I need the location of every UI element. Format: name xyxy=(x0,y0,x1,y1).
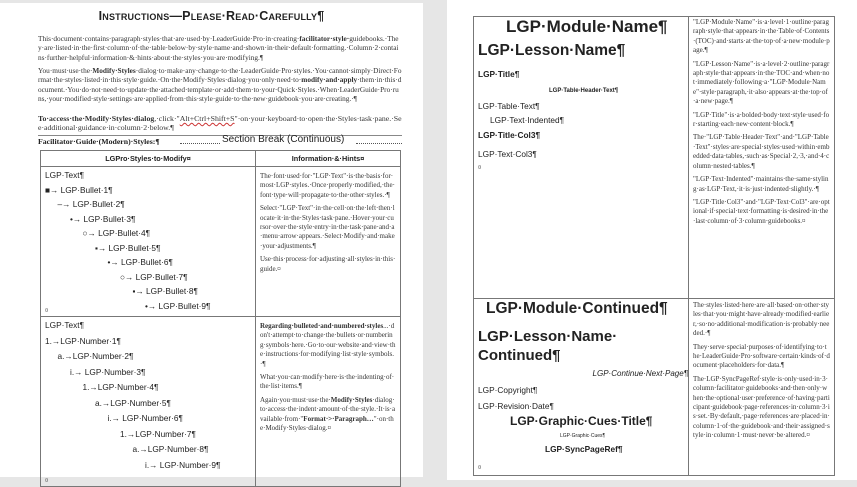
heading-hints-cell xyxy=(689,17,835,299)
hint: "LGP·Text·Indented"·maintains·the·same·styling·as·LGP·Text,·it·is·just·indented·slightly.·¶ xyxy=(693,175,829,193)
bullet-style-item: •→ LGP·Bullet·3¶ xyxy=(70,213,136,224)
hint: The·"LGP·Table·Header·Text"·and·"LGP·Table·Text"·styles·are·special·styles·used·within·embedded·data·tables,·such·as·Special·2,·3,·and·4·column·nested·tables.¶ xyxy=(693,133,830,170)
bullet-style-item: ▪→ LGP·Bullet·5¶ xyxy=(95,242,161,253)
table-header-text-style: LGP·Table·Header·Text¶ xyxy=(549,88,619,94)
number-style-item: 1.→LGP·Number·1¶ xyxy=(45,335,121,346)
bold-text: To·access·the·Modify·Styles·dialog xyxy=(38,114,155,123)
graphic-cues-title-style: LGP·Graphic·Cues·Title¶ xyxy=(510,414,653,428)
section-break-dots xyxy=(180,143,220,144)
hint: Use·this·process·for·adjusting·all·styles·in·this·guide.¤ xyxy=(260,255,396,273)
bold-text: Modify·Styles xyxy=(92,66,136,75)
instructions-heading: Instructions—Please·Read·Carefully¶ xyxy=(98,9,325,23)
revision-date-style: LGP·Revision·Date¶ xyxy=(478,401,554,411)
hint: The·LGP·SyncPageRef·style·is·only·used·in·3·column·facilitator·guidebooks·and·then·only·when·the·optional·user·preference·of·having·participant·guidebook·page·references·in·column·3·is·set.·By·default,·page·references·are·placed·in·column·1·of·the·guidebook·and·their·assigned·style·in·column·1·must·never·be·altered.¤ xyxy=(693,374,830,440)
text: You·must·use·the· xyxy=(38,66,93,75)
numbers-hints-cell xyxy=(256,317,401,487)
special-styles-cell[interactable] xyxy=(474,299,689,476)
number-style-item: a.→LGP·Number·2¶ xyxy=(57,351,134,361)
styles-table-continued xyxy=(473,16,835,476)
section-label: Facilitator·Guide·(Modern)·Styles:¶ xyxy=(38,137,160,146)
cell-end-mark: ¤ xyxy=(45,478,49,484)
document-page-1 xyxy=(0,3,423,484)
hint xyxy=(260,396,396,434)
hint: The·font·used·for·"LGP·Text"·is·the·basis·for·most·LGP·styles.·Once·properly·modified,·the·font·type·will·propagate·to·the·other·styles.·¶ xyxy=(260,172,395,199)
text: ,·click·" xyxy=(154,114,180,123)
text: ·dialog·to·access·the·indent·amount·of·the·style.·It·is·available·from·" xyxy=(260,395,396,423)
section-break-dots xyxy=(356,143,402,144)
copyright-style: LGP·Copyright¶ xyxy=(478,385,538,395)
document-page-2 xyxy=(447,0,857,480)
number-style-item: i.→ LGP·Number·9¶ xyxy=(145,459,221,470)
bullet-style-item: –→ LGP·Bullet·2¶ xyxy=(57,199,125,209)
number-style-item: 1.→LGP·Number·4¶ xyxy=(82,382,159,392)
bold-text: modify·and·apply xyxy=(301,75,358,85)
header-styles: LGPro·Styles·to·Modify¤ xyxy=(41,151,256,167)
hint: "LGP·Module·Name"·is·a·level·1·outline·paragraph·style·that·appears·in·the·Table·of·Contents·(TOC)·and·starts·at·the·top·of·a·new·module·page.¶ xyxy=(693,18,830,55)
special-hints-cell xyxy=(689,299,835,476)
header-hints: Information·&·Hints¤ xyxy=(256,151,401,167)
text: guidebooks.·They·are·listed·in·the·first·column·of·the·table·below·by·style·name·and·shown·in·their·default·formatting.·Column·2·contains·further·helpful·information·&·hints·about·the·styles·you·are·modifying.¶ xyxy=(38,34,399,62)
hint: What·you·can·modify·here·is·the·indenting·of·the·list·items.¶ xyxy=(260,373,395,391)
text: Again·you·must·use·the· xyxy=(260,395,331,404)
lesson-name-style: LGP·Lesson·Name¶ xyxy=(478,42,626,59)
text: "·on·your·keyboard·to·open·the·Styles·task·pane.·See·additional·guidance·in·column·2·below.¶ xyxy=(38,114,402,133)
number-style-item: i.→ LGP·Number·3¶ xyxy=(70,366,146,377)
cell-end-mark: ¤ xyxy=(478,165,482,171)
hint: "LGP·Title"·is·a·bolded·body·text·style·used·for·starting·each·new·content·block.¶ xyxy=(693,110,830,129)
table-text-style: LGP·Table·Text¶ xyxy=(478,101,540,111)
shortcut-text: Alt+Ctrl+Shift+S xyxy=(179,114,235,123)
bullets-cell[interactable] xyxy=(41,167,256,317)
hint: "LGP·Lesson·Name"·is·a·level·2·outline·paragraph·style·that·appears·in·the·TOC·and·when·not·immediately·following·a·"LGP·Module·Name"·style·paragraph,·it·also·appears·at·the·top·of·a·new·page.¶ xyxy=(693,59,830,106)
hint: "LGP·Title·Col3"·and·"LGP·Text·Col3"·are·optional·if·special·text·formatting·is·desired·in·the·last·column·of·3·column·guidebooks.¤ xyxy=(693,197,830,225)
cell-end-mark: ¤ xyxy=(478,465,482,471)
intro-paragraph-3 xyxy=(38,114,402,133)
text: ·dialog·to·make·any·change·to·the·LeaderGuide·Pro·styles.·You·cannot·simply·Direct·Format·the·styles·listed·in·this·style·guide.·On·the·Modify·Styles·dialog·you·only·need·to· xyxy=(38,66,402,85)
sync-page-ref-style: LGP·SyncPageRef¶ xyxy=(545,444,623,454)
bold-text: facilitator·style· xyxy=(299,34,350,43)
number-style-item: a.→LGP·Number·5¶ xyxy=(95,397,171,408)
continue-next-page-style: LGP·Continue·Next·Page¶ xyxy=(592,369,688,378)
number-style-item: a.→LGP·Number·8¶ xyxy=(132,444,209,454)
section-break-line xyxy=(38,135,402,136)
title-style: LGP·Title¶ xyxy=(478,69,520,79)
section-break-marker: Section Break (Continuous) xyxy=(222,134,345,145)
bullet-style-item: ○→ LGP·Bullet·7¶ xyxy=(120,271,188,282)
module-name-style: LGP·Module·Name¶ xyxy=(506,17,668,36)
bold-text: Modify·Styles xyxy=(330,395,373,404)
intro-paragraph-1 xyxy=(38,34,402,62)
bold-text: Regarding·bulleted·and·numbered·styles xyxy=(260,322,384,330)
title-col3-style: LGP·Title·Col3¶ xyxy=(478,130,541,140)
bullet-style-item: •→ LGP·Bullet·6¶ xyxy=(107,257,173,267)
text-style-item: LGP·Text¶ xyxy=(45,170,85,180)
numbers-cell[interactable] xyxy=(41,317,256,487)
styles-table xyxy=(40,150,401,487)
bullet-style-item: ▪→ LGP·Bullet·8¶ xyxy=(132,286,198,296)
hint: They·serve·special·purposes·of·identifying·to·the·LeaderGuide·Pro·software·certain·kinds·of·document·placeholders·for·data.¶ xyxy=(693,342,830,370)
heading-styles-cell[interactable] xyxy=(474,17,689,299)
intro-paragraph-2 xyxy=(38,66,402,104)
hint: The·styles·listed·here·are·all·based·on·other·styles·that·you·might·have·already·modified·earlier,·so·no·additional·modification·is·probably·needed.·¶ xyxy=(693,301,830,338)
bold-text: Format·>·Paragraph… xyxy=(303,414,374,423)
text-style-item: LGP·Text¶ xyxy=(45,320,85,330)
text-indented-style: LGP·Text·Indented¶ xyxy=(490,115,565,125)
number-style-item: 1.→LGP·Number·7¶ xyxy=(120,428,196,439)
bullet-style-item: •→ LGP·Bullet·9¶ xyxy=(145,300,211,311)
text: ·them·in·this·document.·You·do·not·need·to·update·the·attached·template·or·add·them·to·your·Quick·Styles.·When·LeaderGuide·Pro·runs,·your·modified·style·settings·are·applied·from·this·style·guide·to·the·new·guidebook·you·are·creating.·¶ xyxy=(38,75,402,104)
hint xyxy=(260,322,396,369)
hint: Select·"LGP·Text"·in·the·cell·on·the·left·then·locate·it·in·the·Styles·task·pane.·Hover·your·cursor·over·the·style·entry·in·the·task·pane·and·a·menu·arrow·appears.·Select·Modify·and·make·your·adjustments.¶ xyxy=(260,204,395,250)
module-continued-style: LGP·Module·Continued¶ xyxy=(486,300,668,317)
cell-end-mark: ¤ xyxy=(45,308,49,314)
text: ...·don't·attempt·to·change·the·bullets·or·numbering·symbols·here.·Go·to·our·website·and·view·the·instructions·for·modifying·list·style·symbols.·¶ xyxy=(260,322,396,368)
graphic-cues-style: LGP·Graphic·Cues¶ xyxy=(560,433,606,439)
text: "·on·the·Modify·Styles·dialog.¤ xyxy=(260,414,394,433)
number-style-item: i.→ LGP·Number·6¶ xyxy=(107,413,183,423)
bullets-hints-cell xyxy=(256,167,401,317)
text-col3-style: LGP·Text·Col3¶ xyxy=(478,149,537,159)
bullet-style-item: ■→ LGP·Bullet·1¶ xyxy=(45,184,113,195)
lesson-continued-style: LGP·Lesson·Name·Continued¶ xyxy=(478,328,618,364)
bullet-style-item: ○→ LGP·Bullet·4¶ xyxy=(82,228,151,238)
text: This·document·contains·paragraph·styles·that·are·used·by·LeaderGuide·Pro·in·creating· xyxy=(38,34,300,43)
